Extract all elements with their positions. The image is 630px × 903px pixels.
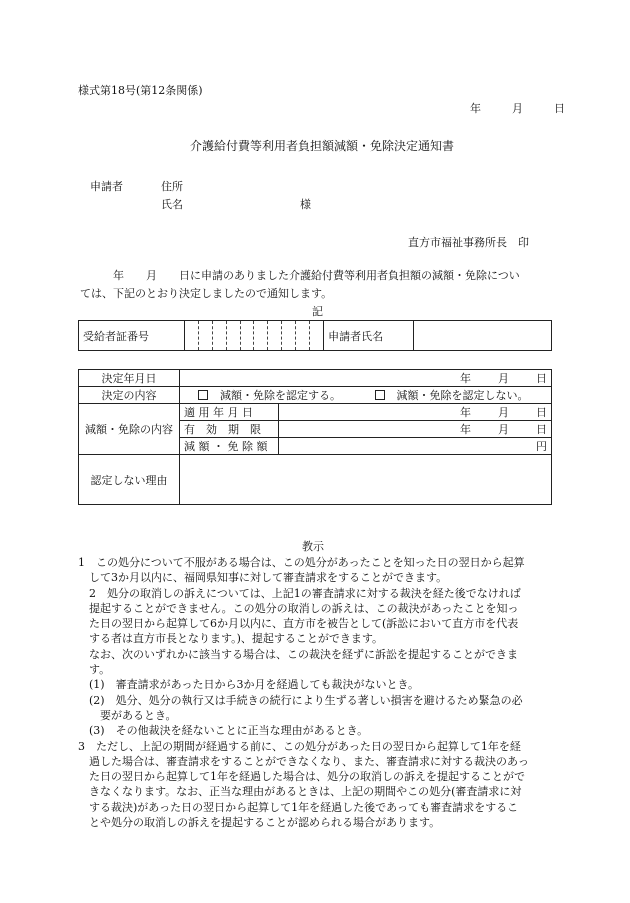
decision-date-day: 日 [536, 372, 547, 385]
reduction-content-label: 減額・免除の内容 [79, 404, 180, 455]
deny-reason-value[interactable] [180, 455, 552, 505]
option-deny-label: 減額・免除を認定しない。 [396, 389, 529, 402]
decision-date-label: 決定年月日 [79, 370, 180, 387]
notice-line: (1) 審査請求があった日から3か月を経過しても裁決がないとき。 [78, 678, 420, 692]
honorific: 様 [300, 198, 311, 211]
cert-digit-cell[interactable] [282, 321, 296, 351]
cert-digit-cell[interactable] [310, 321, 324, 351]
cert-digit-cell[interactable] [240, 321, 254, 351]
notice-line: きなくなります。なお、正当な理由があるときは、上記の期間やこの処分(審査請求に対 [78, 785, 522, 799]
document-title: 介護給付費等利用者負担額減額・免除決定通知書 [190, 139, 455, 153]
notice-line: (2) 処分、処分の執行又は手続きの続行により生ずる著しい損害を避けるため緊急の必 [78, 693, 523, 707]
decision-table [78, 369, 552, 505]
checkbox-deny[interactable] [375, 390, 385, 400]
apply-date-label: 適 用 年 月 日 [180, 404, 279, 421]
notice-line: 要があるとき。 [78, 708, 177, 722]
ki-label: 記 [312, 305, 323, 318]
decision-content-options [180, 387, 552, 404]
notice-line: なお、次のいずれかに該当する場合は、この裁決を経ずに訴訟を提起することができま [78, 647, 518, 661]
form-number: 様式第18号(第12条関係) [78, 84, 203, 97]
option-approve-label: 減額・免除を認定する。 [220, 389, 341, 402]
apply-date-value[interactable] [279, 404, 552, 421]
option-approve[interactable] [198, 387, 341, 403]
header-date-year: 年 [470, 102, 481, 115]
validity-month: 月 [498, 423, 509, 436]
cert-digit-cell[interactable] [212, 321, 226, 351]
apply-date-day: 日 [536, 406, 547, 419]
cert-digit-cell[interactable] [226, 321, 240, 351]
intro-line-2: ては、下記のとおり決定しましたので通知します。 [80, 287, 333, 300]
header-date [470, 100, 565, 116]
decision-content-label: 決定の内容 [79, 387, 180, 404]
decision-date-value[interactable] [180, 370, 552, 387]
cert-digit-cell[interactable] [184, 321, 198, 351]
notice-body [78, 555, 554, 830]
certificate-table [78, 320, 552, 351]
header-date-day: 日 [554, 102, 565, 115]
validity-day: 日 [536, 423, 547, 436]
cert-digit-cell[interactable] [268, 321, 282, 351]
notice-line: 提起することができません。この処分の取消しの訴えは、この裁決があったことを知っ [78, 601, 519, 615]
applicant-name-label: 申請者氏名 [324, 321, 413, 351]
notice-line: とや処分の取消しの訴えを提起することが認められる場合があります。 [78, 816, 441, 830]
amount-value[interactable] [279, 438, 552, 455]
notice-line: す。 [78, 663, 111, 677]
yen-unit: 円 [536, 440, 547, 453]
notice-line: 過した場合は、審査請求をすることができなくなり、また、審査請求に対する裁決のあっ [78, 754, 529, 768]
cert-digit-cell[interactable] [296, 321, 310, 351]
notice-line: 1 この処分について不服がある場合は、この処分があったことを知った日の翌日から起算 [78, 556, 525, 569]
name-label: 氏名 [161, 198, 183, 211]
decision-date-year: 年 [460, 372, 471, 385]
intro-line-1: 年 月 日に申請のありました介護給付費等利用者負担額の減額・免除につい [80, 269, 520, 282]
notice-line: 3 ただし、上記の期間が経過する前に、この処分があった日の翌日から起算して1年を経 [78, 739, 521, 753]
cert-digit-cell[interactable] [198, 321, 212, 351]
header-date-month: 月 [512, 102, 523, 115]
apply-date-year: 年 [460, 406, 471, 419]
validity-value[interactable] [279, 421, 552, 438]
notice-line: た日の翌日から起算して1年を経過した場合は、処分の取消しの訴えを提起することがで [78, 770, 525, 784]
issuer: 直方市福祉事務所長 印 [408, 236, 529, 249]
apply-date-month: 月 [498, 406, 509, 419]
decision-date-month: 月 [498, 372, 509, 385]
applicant-name-value[interactable] [413, 321, 551, 351]
notice-heading: 教示 [302, 540, 324, 553]
notice-line: (3) その他裁決を経ないことに正当な理由があるとき。 [78, 724, 369, 738]
validity-label: 有 効 期 限 [180, 421, 279, 438]
applicant-label: 申請者 [90, 180, 123, 193]
notice-line: た日の翌日から起算して6か月以内に、直方市を被告として(訴訟において直方市を代表 [78, 617, 519, 631]
address-label: 住所 [161, 180, 183, 193]
validity-year: 年 [460, 423, 471, 436]
notice-line: する者は直方市長となります。)、提起することができます。 [78, 632, 384, 646]
cert-number-label: 受給者証番号 [79, 321, 185, 351]
deny-reason-label: 認定しない理由 [79, 455, 180, 505]
notice-line: 2 処分の取消しの訴えについては、上記1の審査請求に対する裁決を経た後でなければ [78, 586, 521, 600]
amount-label: 減 額 ・ 免 除 額 [180, 438, 279, 455]
checkbox-approve[interactable] [198, 390, 208, 400]
option-deny[interactable] [375, 387, 529, 403]
notice-line: して3か月以内に、福岡県知事に対して審査請求をすることができます。 [78, 571, 448, 585]
notice-line: する裁決)があった日の翌日から起算して1年を経過した後であっても審査請求をするこ [78, 800, 519, 814]
cert-digit-cell[interactable] [254, 321, 268, 351]
